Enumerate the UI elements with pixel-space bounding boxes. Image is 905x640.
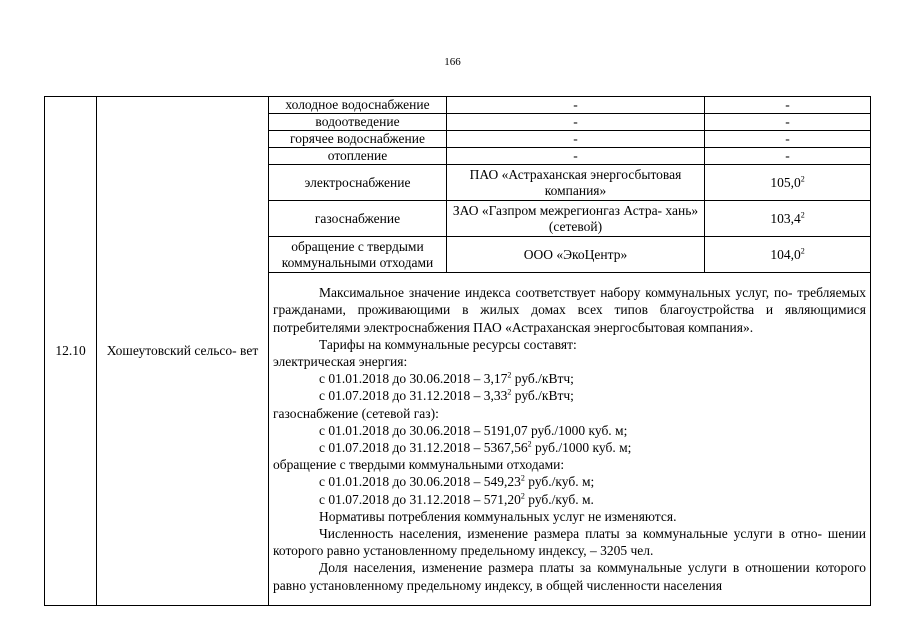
paragraph-population-share: Доля населения, изменение размера платы за коммунальные услуги в отношении которого равно установленному предельному индексу, в общей численности населения xyxy=(273,560,866,593)
paragraph-population-count: Численность населения, изменение размера платы за коммунальные услуги в отно- шении которого равно установленному предельному индексу, – 3205 чел. xyxy=(273,526,866,559)
tariff-gas-h1: с 01.01.2018 до 30.06.2018 – 5191,07 руб./1000 куб. м; xyxy=(319,422,628,438)
label-electricity: электрическая энергия: xyxy=(273,353,408,369)
supplier-gas: ЗАО «Газпром межрегионгаз Астра- хань» (сетевой) xyxy=(447,201,705,237)
service-heating: отопление xyxy=(269,148,447,165)
index-electricity: 105,0$^2$ xyxy=(705,165,871,201)
supplier-electricity: ПАО «Астраханская энергосбытовая компания» xyxy=(447,165,705,201)
page-number: 166 xyxy=(444,56,461,68)
index-sewerage: - xyxy=(705,114,871,131)
supplier-hot-water: - xyxy=(447,131,705,148)
service-cold-water: холодное водоснабжение xyxy=(269,97,447,114)
settlement-name: Хошеутовский сельсо- вет xyxy=(97,97,269,606)
tariff-table xyxy=(44,96,871,606)
paragraph-norms: Нормативы потребления коммунальных услуг не изменяются. xyxy=(319,508,677,524)
label-gas: газоснабжение (сетевой газ): xyxy=(273,405,439,421)
row-number: 12.10 xyxy=(45,97,97,606)
supplier-heating: - xyxy=(447,148,705,165)
tariff-electricity-h2: с 01.07.2018 до 31.12.2018 – 3,33$^2$ руб./кВтч; xyxy=(319,387,574,404)
paragraph-tariffs-heading: Тарифы на коммунальные ресурсы составят: xyxy=(319,336,577,352)
supplier-cold-water: - xyxy=(447,97,705,114)
tariff-description xyxy=(269,273,871,606)
service-waste: обращение с твердыми коммунальными отходами xyxy=(269,237,447,273)
service-hot-water: горячее водоснабжение xyxy=(269,131,447,148)
service-sewerage: водоотведение xyxy=(269,114,447,131)
supplier-waste: ООО «ЭкоЦентр» xyxy=(447,237,705,273)
index-waste: 104,0$^2$ xyxy=(705,237,871,273)
index-hot-water: - xyxy=(705,131,871,148)
index-gas: 103,4$^2$ xyxy=(705,201,871,237)
tariff-gas-h2: с 01.07.2018 до 31.12.2018 – 5367,56$^2$ руб./1000 куб. м; xyxy=(319,439,632,455)
index-heating: - xyxy=(705,148,871,165)
tariff-waste-h2: с 01.07.2018 до 31.12.2018 – 571,20$^2$ руб./куб. м. xyxy=(319,491,594,507)
index-cold-water: - xyxy=(705,97,871,114)
paragraph-max-index: Максимальное значение индекса соответствует набору коммунальных услуг, по- требляемых гражданами, проживающими в жилых домах всех типов благоустройства и являющимися потребителями электроснабжения ПАО «Астраханская энергосбытовая компания». xyxy=(273,285,866,335)
service-gas: газоснабжение xyxy=(269,201,447,237)
tariff-electricity-h1: с 01.01.2018 до 30.06.2018 – 3,17$^2$ руб./кВтч; xyxy=(319,370,574,387)
tariff-waste-h1: с 01.01.2018 до 30.06.2018 – 549,23$^2$ руб./куб. м; xyxy=(319,473,595,490)
supplier-sewerage: - xyxy=(447,114,705,131)
service-electricity: электроснабжение xyxy=(269,165,447,201)
label-waste: обращение с твердыми коммунальными отходами: xyxy=(273,457,565,473)
